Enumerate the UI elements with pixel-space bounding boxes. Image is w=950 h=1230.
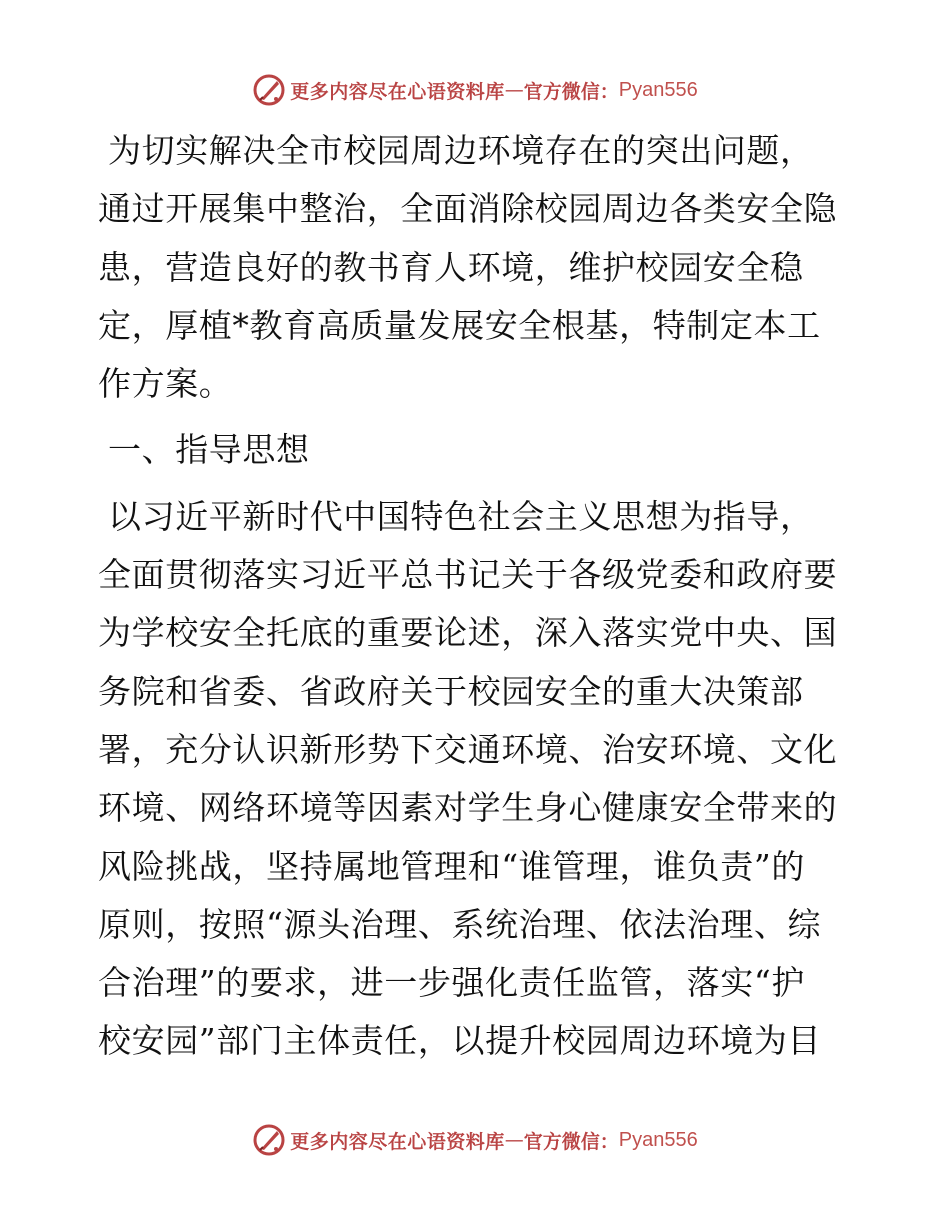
footer-separator: — bbox=[504, 1129, 524, 1151]
header-separator: — bbox=[504, 79, 524, 101]
intro-line: 定，厚植*教育高质量发展安全根基，特制定本工 bbox=[98, 305, 821, 345]
guiding-line: 合治理”的要求，进一步强化责任监管，落实“护 bbox=[98, 963, 805, 1003]
footer-contact-id: Pyan556 bbox=[618, 1128, 698, 1151]
quill-pen-logo-icon bbox=[252, 73, 286, 107]
document-body bbox=[98, 122, 858, 1071]
header-watermark-banner bbox=[0, 70, 950, 110]
guiding-line: 以习近平新时代中国特色社会主义思想为指导， bbox=[108, 496, 814, 536]
footer-watermark-banner bbox=[0, 1120, 950, 1160]
guiding-line: 全面贯彻落实习近平总书记关于各级党委和政府要 bbox=[98, 555, 838, 595]
header-contact-label: 官方微信： bbox=[523, 80, 619, 103]
guiding-line: 务院和省委、省政府关于校园安全的重大决策部 bbox=[98, 671, 804, 711]
header-promo-text: 更多内容尽在心语资料库 bbox=[290, 80, 505, 103]
guiding-line: 环境、网络环境等因素对学生身心健康安全带来的 bbox=[98, 788, 838, 828]
quill-pen-logo-icon bbox=[252, 1123, 286, 1157]
guiding-line: 原则，按照“源头治理、系统治理、依法治理、综 bbox=[98, 904, 822, 944]
section-heading: 一、指导思想 bbox=[108, 430, 310, 470]
guiding-line: 风险挑战，坚持属地管理和“谁管理，谁负责”的 bbox=[98, 846, 805, 886]
footer-promo-text: 更多内容尽在心语资料库 bbox=[290, 1130, 505, 1153]
intro-line: 患，营造良好的教书育人环境，维护校园安全稳 bbox=[98, 247, 804, 287]
guiding-line: 为学校安全托底的重要论述，深入落实党中央、国 bbox=[98, 613, 838, 653]
paragraph-gap bbox=[98, 413, 858, 421]
guiding-line: 署，充分认识新形势下交通环境、治安环境、文化 bbox=[98, 729, 838, 769]
intro-line: 为切实解决全市校园周边环境存在的突出问题， bbox=[108, 131, 814, 170]
header-contact-id: Pyan556 bbox=[618, 78, 698, 101]
guiding-line: 校安园”部门主体责任，以提升校园周边环境为目 bbox=[98, 1021, 822, 1061]
footer-contact-label: 官方微信： bbox=[523, 1130, 619, 1153]
intro-line: 通过开展集中整治，全面消除校园周边各类安全隐 bbox=[98, 189, 838, 229]
paragraph-gap bbox=[98, 480, 858, 488]
intro-line: 作方案。 bbox=[98, 364, 233, 404]
